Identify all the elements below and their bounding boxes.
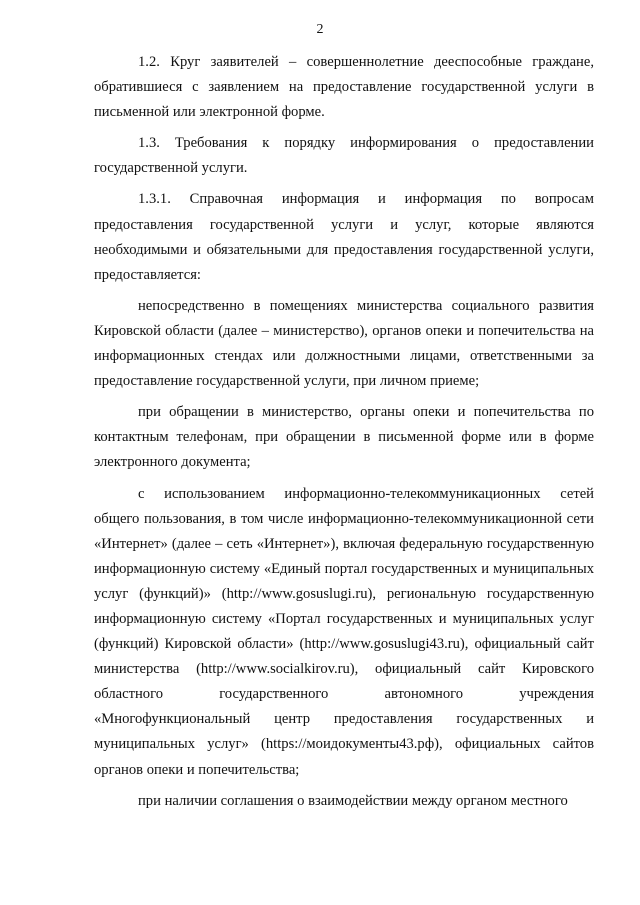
paragraph-by-phone: при обращении в министерство, органы опеки и попечительства по контактным телефонам, при обращении в письменной форме или в форме электронного документа; <box>94 404 594 471</box>
paragraph-in-premises: непосредственно в помещениях министерства социального развития Кировской области (далее – министерство), органов опеки и попечительства на информационных стендах или должностными лицами, ответственными за предоставление государственной услуги, при личном приеме; <box>94 297 594 390</box>
paragraph-1-3-1: 1.3.1. Справочная информация и информация по вопросам предоставления государственной услуги и услуг, которые являются необходимыми и обязательными для предоставления государственной услуги, предоставляется: <box>94 191 594 283</box>
paragraph-1-2: 1.2. Круг заявителей – совершеннолетние дееспособные граждане, обратившиеся с заявлением на предоставление государственной услуги в письменной или электронной форме. <box>94 54 594 121</box>
paragraph-1-3: 1.3. Требования к порядку информирования о предоставлении государственной услуги. <box>94 135 594 177</box>
paragraph-internet: с использованием информационно-телекоммуникационных сетей общего пользования, в том числе информационно-телекоммуникационной сети «Интернет» (далее – сеть «Интернет»), включая федеральную государственную информационную систему «Единый портал государственных и муниципальных услуг (функций)» (http://www.gosuslugi.ru), региональную государственную информационную систему «Портал государственных и муниципальных услуг (функций) Кировской области» (http://www.gosuslugi43.ru), официальный сайт министерства (http://www.socialkirov.ru), официальный сайт Кировского областного государственного автономного учреждения «Многофункциональный центр предоставления государственных и муниципальных услуг» (https://моидокументы43.рф), официальных сайтов органов опеки и попечительства; <box>94 485 594 778</box>
paragraph-agreement: при наличии соглашения о взаимодействии между органом местного <box>138 792 568 809</box>
page-number: 2 <box>316 22 324 37</box>
document-body <box>94 50 594 820</box>
